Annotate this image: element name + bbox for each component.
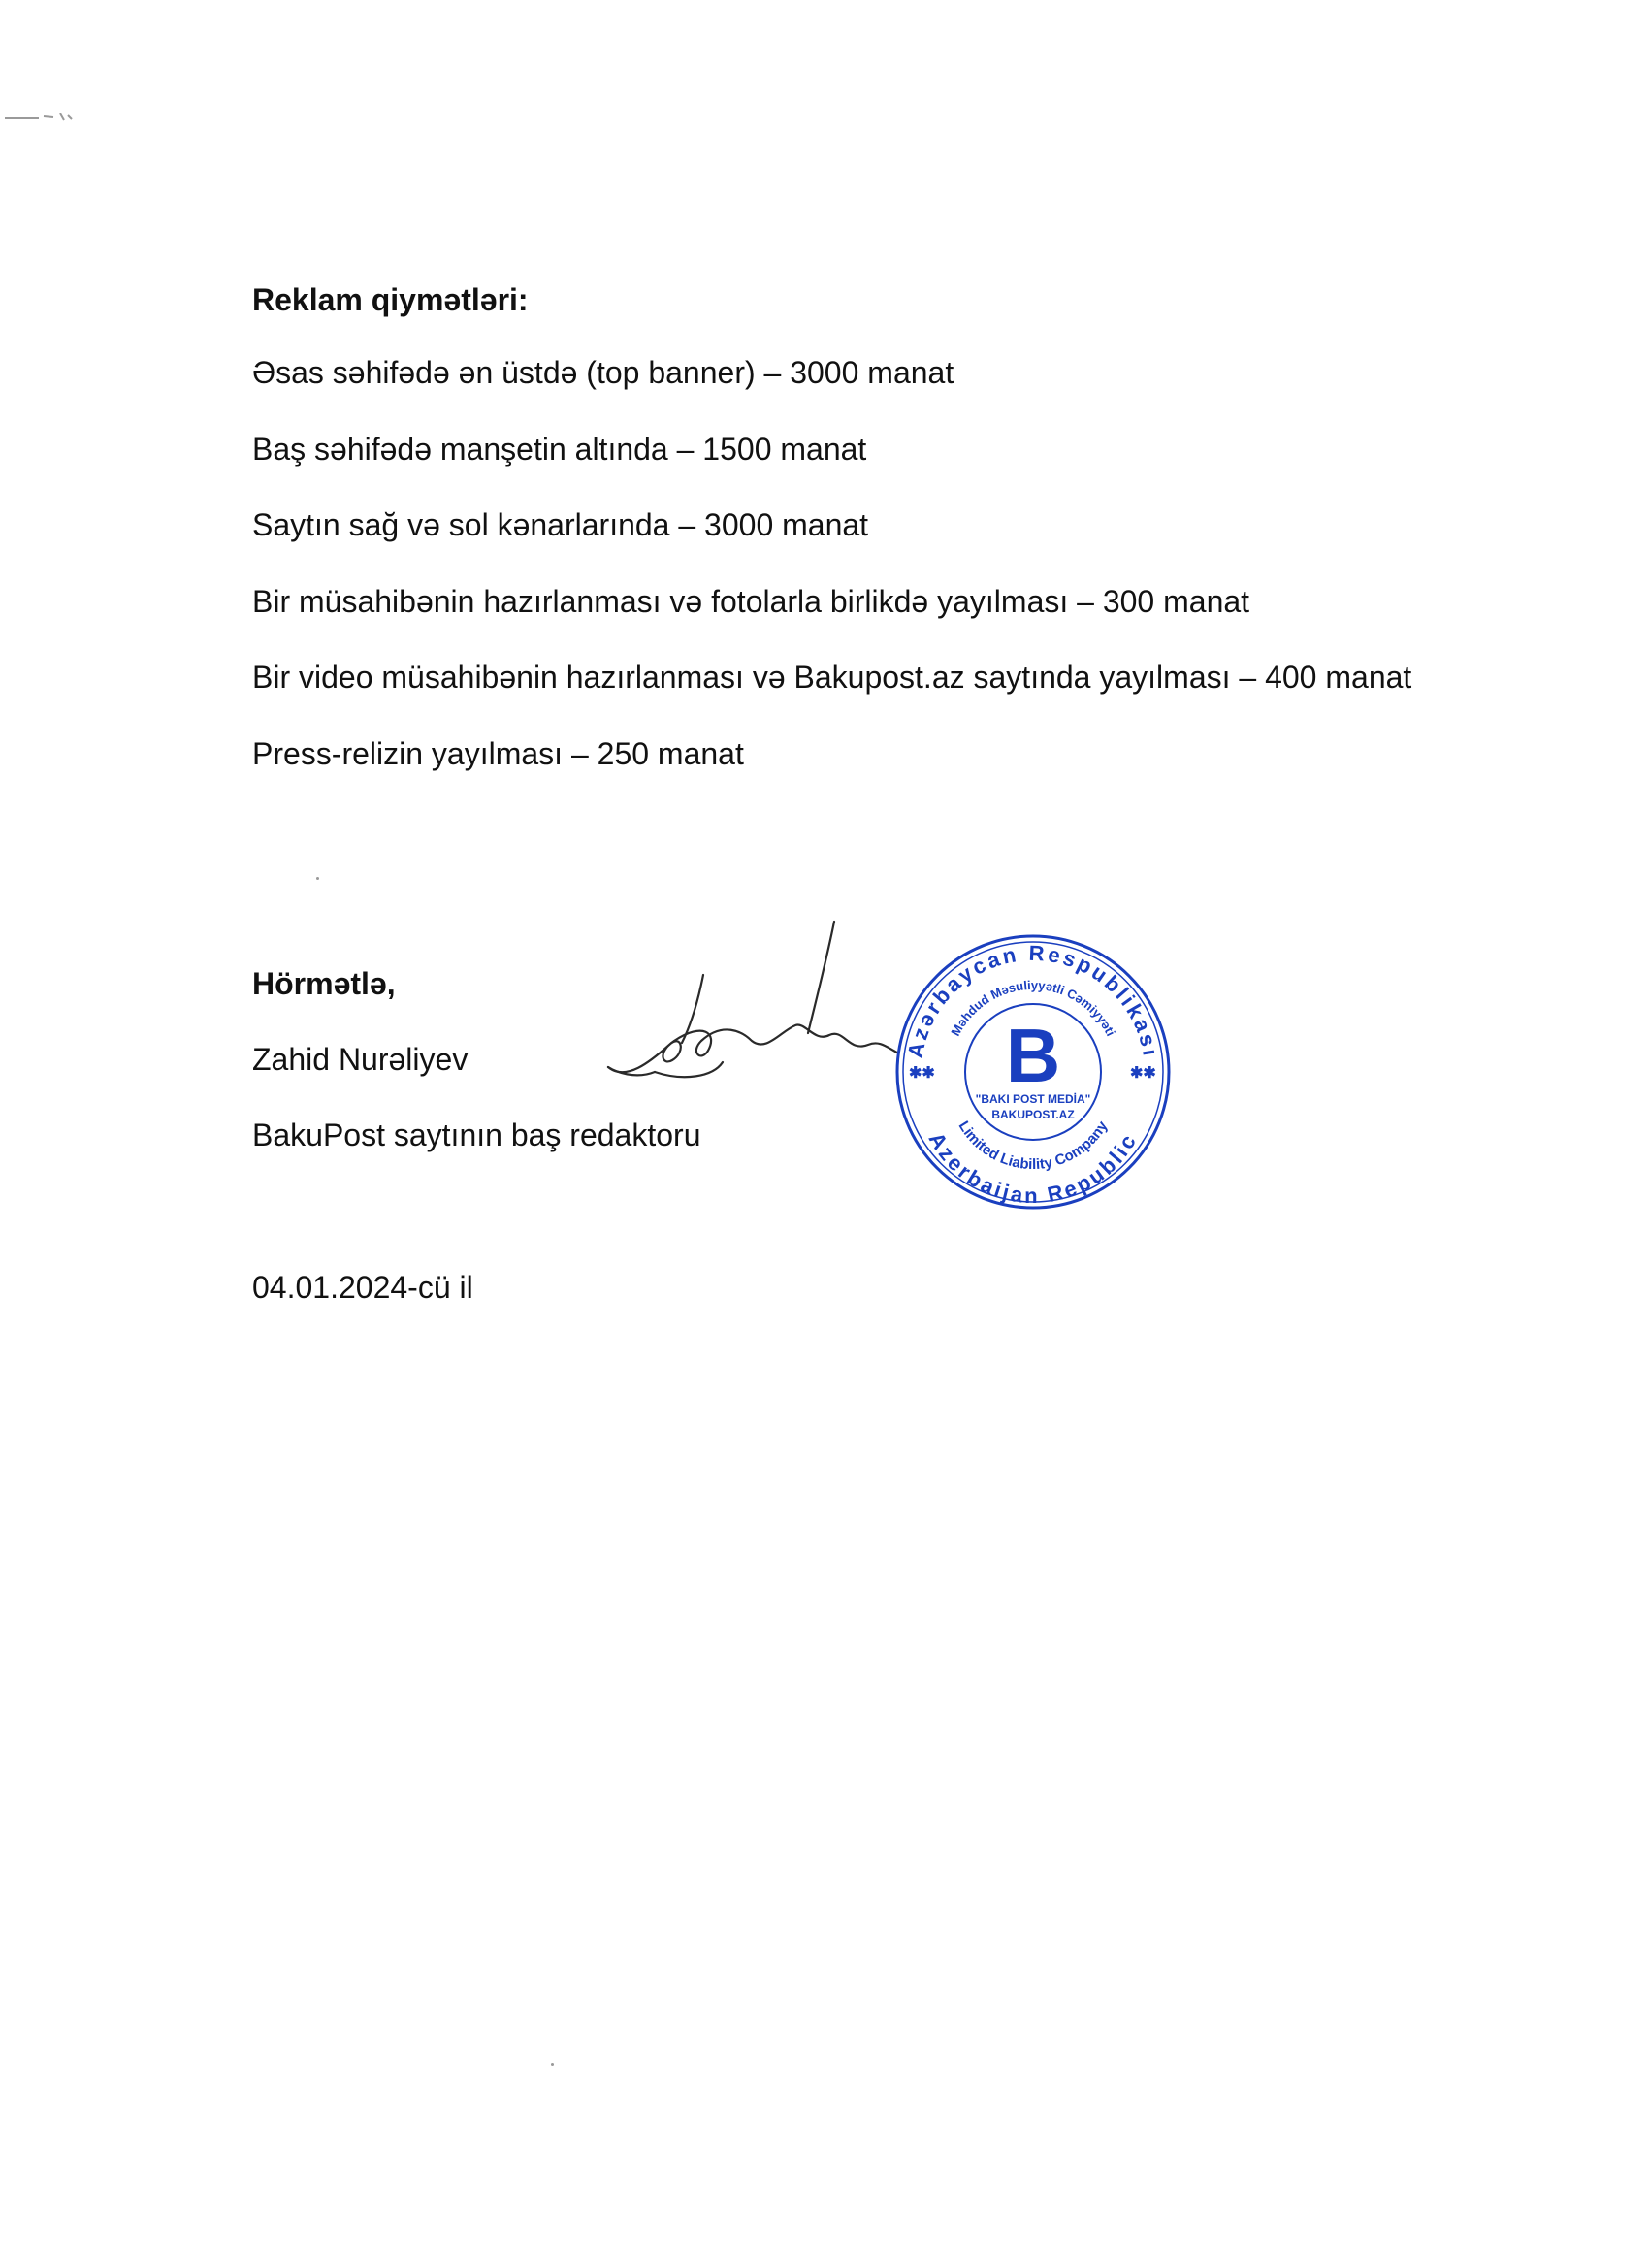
scan-dot — [551, 2063, 554, 2066]
seal-inner-bottom-text: Limited Liability Company — [954, 1118, 1112, 1174]
seal-letter: B — [1005, 1013, 1061, 1098]
seal-company-name: "BAKI POST MEDİA" — [975, 1092, 1091, 1106]
scan-dot — [316, 877, 319, 880]
price-item: Bir video müsahibənin hazırlanması və Bakupost.az saytında yayılması – 400 manat — [252, 660, 1412, 695]
price-item: Saytın sağ və sol kənarlarında – 3000 manat — [252, 507, 869, 542]
seal-outer-top-text: Azərbaycan Respublikası — [902, 940, 1164, 1060]
price-item: Bir müsahibənin hazırlanması və fotolarla birlikdə yayılması – 300 manat — [252, 584, 1250, 619]
signer-name: Zahid Nurəliyev — [252, 1042, 469, 1077]
document-date: 04.01.2024-cü il — [252, 1270, 473, 1305]
signature — [597, 917, 926, 1111]
seal-outer-bottom-text: Azerbaijan Republic — [923, 1127, 1143, 1209]
seal-star-left: ✱✱ — [909, 1065, 935, 1082]
price-item: Əsas səhifədə ən üstdə (top banner) – 3000 manat — [252, 355, 954, 390]
scan-artifact — [0, 97, 116, 136]
seal-inner-top-text: Məhdud Məsuliyyətli Cəmiyyəti — [948, 977, 1118, 1039]
price-item: Press-relizin yayılması – 250 manat — [252, 736, 744, 771]
heading: Reklam qiymətləri: — [252, 282, 529, 317]
price-item: Baş səhifədə manşetin altında – 1500 manat — [252, 432, 867, 467]
signer-position: BakuPost saytının baş redaktoru — [252, 1118, 701, 1152]
company-seal — [888, 926, 1179, 1217]
seal-site: BAKUPOST.AZ — [991, 1108, 1075, 1121]
closing-greeting: Hörmətlə, — [252, 966, 396, 1001]
seal-star-right: ✱✱ — [1130, 1065, 1156, 1082]
